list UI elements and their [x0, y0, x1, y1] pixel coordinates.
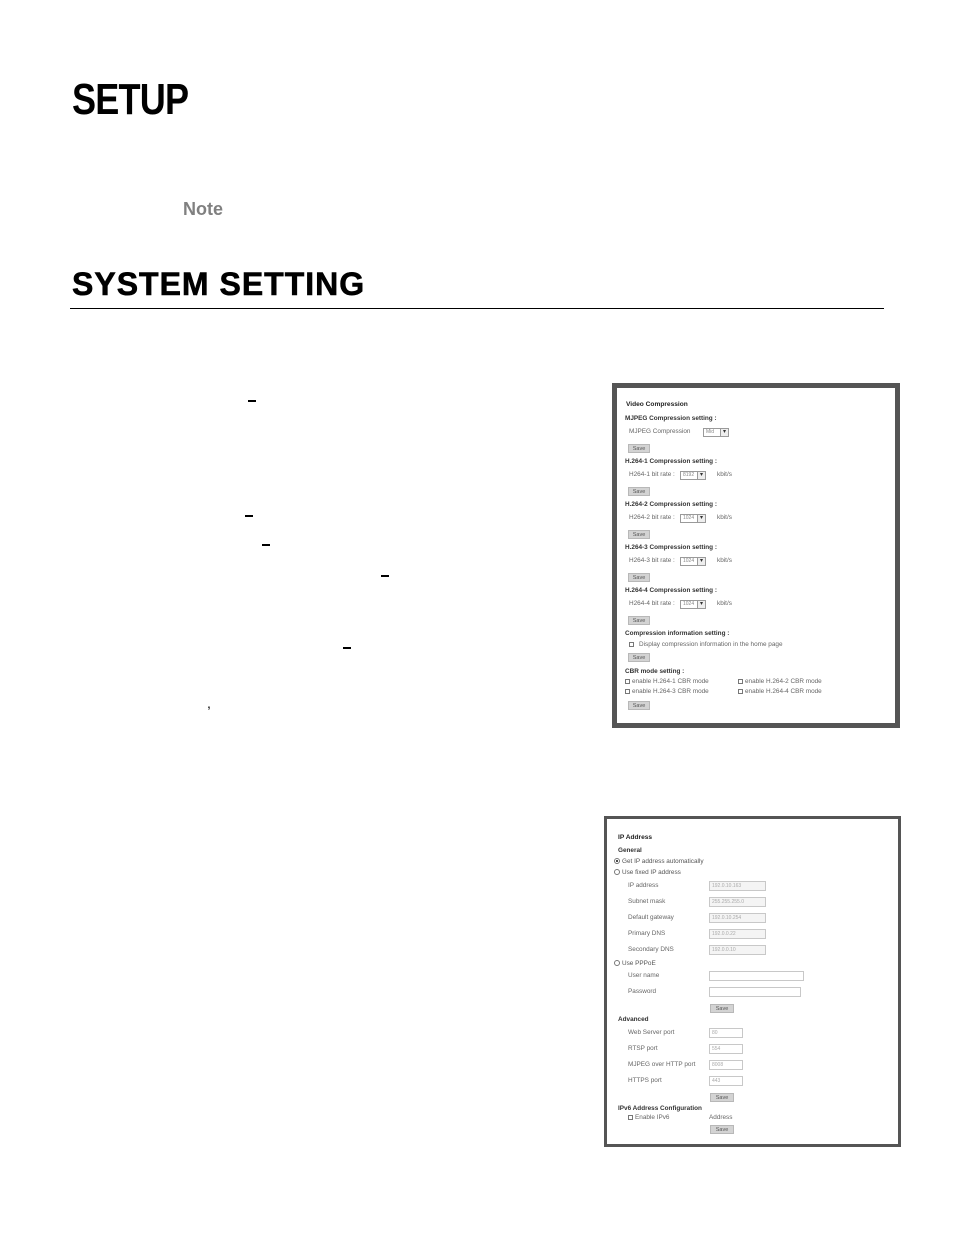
h264-4-bitrate-select[interactable]: 1024 ▾	[680, 600, 706, 609]
ip-address-label: IP address	[628, 882, 659, 889]
fixed-ip-radio[interactable]	[614, 869, 620, 875]
auto-ip-radio[interactable]	[614, 858, 620, 864]
primary-dns-field[interactable]: 192.0.0.22	[709, 929, 766, 939]
primary-dns-label: Primary DNS	[628, 930, 666, 937]
unit-label: kbit/s	[717, 471, 732, 478]
chevron-down-icon: ▾	[697, 515, 705, 522]
save-button[interactable]: Save	[628, 530, 650, 539]
cbr-2-label: enable H.264-2 CBR mode	[745, 678, 822, 685]
ipv6-address-label: Address	[709, 1114, 733, 1121]
ip-address-panel	[604, 816, 901, 1147]
mjpeg-compression-label: MJPEG Compression	[629, 428, 691, 435]
h264-4-section-label: H.264-4 Compression setting :	[625, 587, 717, 594]
unit-label: kbit/s	[717, 600, 732, 607]
mjpeg-port-field[interactable]: 8008	[709, 1060, 743, 1070]
fixed-ip-label: Use fixed IP address	[622, 869, 681, 876]
save-button[interactable]: Save	[628, 487, 650, 496]
ipv6-section-label: IPv6 Address Configuration	[618, 1105, 702, 1112]
h264-2-bitrate-label: H264-2 bit rate :	[629, 514, 675, 521]
chevron-down-icon: ▾	[697, 472, 705, 479]
h264-1-bitrate-label: H264-1 bit rate :	[629, 471, 675, 478]
h264-1-bitrate-select[interactable]: 8192 ▾	[680, 471, 706, 480]
advanced-section-label: Advanced	[618, 1016, 649, 1023]
chevron-down-icon: ▾	[720, 429, 728, 436]
h264-4-bitrate-label: H264-4 bit rate :	[629, 600, 675, 607]
cbr-3-checkbox[interactable]	[625, 689, 630, 694]
mjpeg-compression-select[interactable]: Mid ▾	[703, 428, 729, 437]
save-button[interactable]: Save	[628, 701, 650, 710]
h264-2-section-label: H.264-2 Compression setting :	[625, 501, 717, 508]
enable-ipv6-label: Enable IPv6	[635, 1114, 670, 1121]
mjpeg-section-label: MJPEG Compression setting :	[625, 415, 717, 422]
text-dash	[248, 400, 256, 402]
display-info-label: Display compression information in the home page	[639, 641, 783, 648]
web-port-field[interactable]: 80	[709, 1028, 743, 1038]
save-button[interactable]: Save	[710, 1125, 734, 1134]
subnet-mask-field[interactable]: 255.255.255.0	[709, 897, 766, 907]
text-dash	[381, 575, 389, 577]
heading-divider	[70, 308, 884, 309]
auto-ip-label: Get IP address automatically	[622, 858, 704, 865]
save-button[interactable]: Save	[628, 444, 650, 453]
text-comma: ,	[207, 695, 211, 711]
display-info-checkbox[interactable]	[629, 642, 634, 647]
page-title: SETUP	[72, 75, 189, 124]
note-label: Note	[183, 199, 223, 219]
save-button[interactable]: Save	[710, 1004, 734, 1013]
h264-3-section-label: H.264-3 Compression setting :	[625, 544, 717, 551]
save-button[interactable]: Save	[710, 1093, 734, 1102]
h264-3-bitrate-label: H264-3 bit rate :	[629, 557, 675, 564]
h264-2-bitrate-select[interactable]: 1024 ▾	[680, 514, 706, 523]
chevron-down-icon: ▾	[697, 601, 705, 608]
rtsp-port-field[interactable]: 554	[709, 1044, 743, 1054]
unit-label: kbit/s	[717, 557, 732, 564]
web-port-label: Web Server port	[628, 1029, 675, 1036]
pppoe-label: Use PPPoE	[622, 960, 656, 967]
cbr-1-label: enable H.264-1 CBR mode	[632, 678, 709, 685]
panel-title: IP Address	[618, 834, 653, 841]
cbr-3-label: enable H.264-3 CBR mode	[632, 688, 709, 695]
enable-ipv6-checkbox[interactable]	[628, 1115, 633, 1120]
password-field[interactable]	[709, 987, 801, 997]
cbr-4-checkbox[interactable]	[738, 689, 743, 694]
https-port-field[interactable]: 443	[709, 1076, 743, 1086]
secondary-dns-label: Secondary DNS	[628, 946, 674, 953]
text-dash	[343, 647, 351, 649]
subnet-mask-label: Subnet mask	[628, 898, 666, 905]
text-dash	[262, 544, 270, 546]
password-label: Password	[628, 988, 657, 995]
h264-1-section-label: H.264-1 Compression setting :	[625, 458, 717, 465]
chevron-down-icon: ▾	[697, 558, 705, 565]
video-compression-panel	[612, 383, 900, 728]
save-button[interactable]: Save	[628, 573, 650, 582]
save-button[interactable]: Save	[628, 653, 650, 662]
section-heading: SYSTEM SETTING	[72, 266, 366, 302]
rtsp-port-label: RTSP port	[628, 1045, 658, 1052]
https-port-label: HTTPS port	[628, 1077, 662, 1084]
default-gateway-field[interactable]: 192.0.10.254	[709, 913, 766, 923]
save-button[interactable]: Save	[628, 616, 650, 625]
ip-address-field[interactable]: 192.0.10.163	[709, 881, 766, 891]
secondary-dns-field[interactable]: 192.0.0.10	[709, 945, 766, 955]
pppoe-radio[interactable]	[614, 960, 620, 966]
user-name-label: User name	[628, 972, 660, 979]
mjpeg-port-label: MJPEG over HTTP port	[628, 1061, 696, 1068]
cbr-2-checkbox[interactable]	[738, 679, 743, 684]
user-name-field[interactable]	[709, 971, 804, 981]
cbr-section-label: CBR mode setting :	[625, 668, 685, 675]
default-gateway-label: Default gateway	[628, 914, 674, 921]
cbr-4-label: enable H.264-4 CBR mode	[745, 688, 822, 695]
text-dash	[245, 515, 253, 517]
unit-label: kbit/s	[717, 514, 732, 521]
compression-info-section-label: Compression information setting :	[625, 630, 730, 637]
panel-title: Video Compression	[626, 401, 688, 408]
general-section-label: General	[618, 847, 642, 854]
cbr-1-checkbox[interactable]	[625, 679, 630, 684]
h264-3-bitrate-select[interactable]: 1024 ▾	[680, 557, 706, 566]
